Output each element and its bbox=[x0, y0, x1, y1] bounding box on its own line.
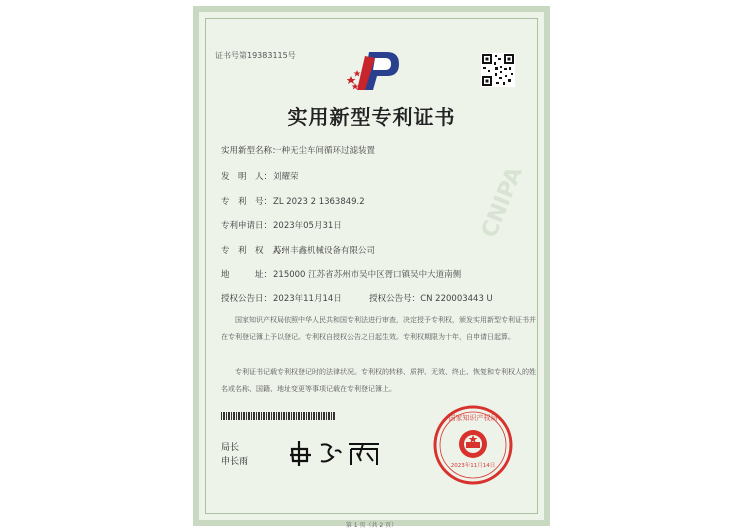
grant-date-label: 授权公告日： bbox=[221, 294, 273, 304]
field-label: 实用新型名称： bbox=[221, 146, 281, 156]
field-grant-info bbox=[221, 292, 493, 304]
director-name: 申长雨 bbox=[221, 457, 249, 467]
watermark: CNIPA bbox=[477, 163, 528, 242]
barcode bbox=[221, 412, 336, 420]
grant-date-value: 2023年11月14日 bbox=[273, 294, 342, 304]
certificate-title: 实用新型专利证书 bbox=[287, 105, 456, 129]
field-utility-model-name bbox=[221, 144, 375, 156]
certificate-number: 证书号第19383115号 bbox=[215, 51, 296, 60]
patent-certificate bbox=[193, 6, 550, 529]
field-label: 地 址： bbox=[221, 270, 273, 280]
field-value: 2023年05月31日 bbox=[273, 221, 342, 231]
certificate-body-paragraph-2: 专利证书记载专利权登记时的法律状况。专利权的转移、质押、无效、终止、恢复和专利权人的姓名或名称、国籍、地址变更等事项记载在专利登记簿上。 bbox=[221, 368, 536, 393]
field-address bbox=[221, 268, 461, 280]
field-value: 刘耀荣 bbox=[273, 172, 299, 182]
field-label: 专 利 权 人： bbox=[221, 246, 290, 256]
field-patentee bbox=[221, 244, 375, 256]
field-value: ZL 2023 2 1363849.2 bbox=[273, 197, 365, 207]
field-label: 专利申请日： bbox=[221, 221, 273, 231]
cnipa-logo-icon bbox=[347, 50, 401, 92]
field-patent-number bbox=[221, 195, 365, 207]
field-application-date bbox=[221, 219, 342, 231]
field-inventor bbox=[221, 170, 299, 182]
grant-number-label: 授权公告号： bbox=[369, 294, 421, 304]
svg-text:2023年11月14日: 2023年11月14日 bbox=[450, 463, 496, 469]
svg-text:国家知识产权局: 国家知识产权局 bbox=[448, 414, 498, 422]
page-number: 第 1 页（共 2 页） bbox=[345, 522, 398, 529]
signature-icon bbox=[287, 437, 387, 467]
field-label: 发 明 人： bbox=[221, 172, 273, 182]
qr-code-icon bbox=[481, 53, 515, 87]
field-value: 一种无尘车间循环过滤装置 bbox=[273, 146, 376, 156]
director-label: 局长 bbox=[221, 443, 240, 453]
field-value: 215000 江苏省苏州市吴中区胥口镇吴中大道南侧 bbox=[273, 270, 462, 280]
grant-number-value: CN 220003443 U bbox=[420, 294, 493, 304]
official-seal-icon bbox=[432, 404, 514, 486]
field-label: 专 利 号： bbox=[221, 197, 273, 207]
field-value: 苏州丰鑫机械设备有限公司 bbox=[273, 246, 376, 256]
certificate-body-paragraph-1: 国家知识产权局依照中华人民共和国专利法进行审查，决定授予专利权，颁发实用新型专利证书并在专利登记簿上予以登记。专利权自授权公告之日起生效。专利权期限为十年，自申请日起算。 bbox=[221, 316, 536, 341]
